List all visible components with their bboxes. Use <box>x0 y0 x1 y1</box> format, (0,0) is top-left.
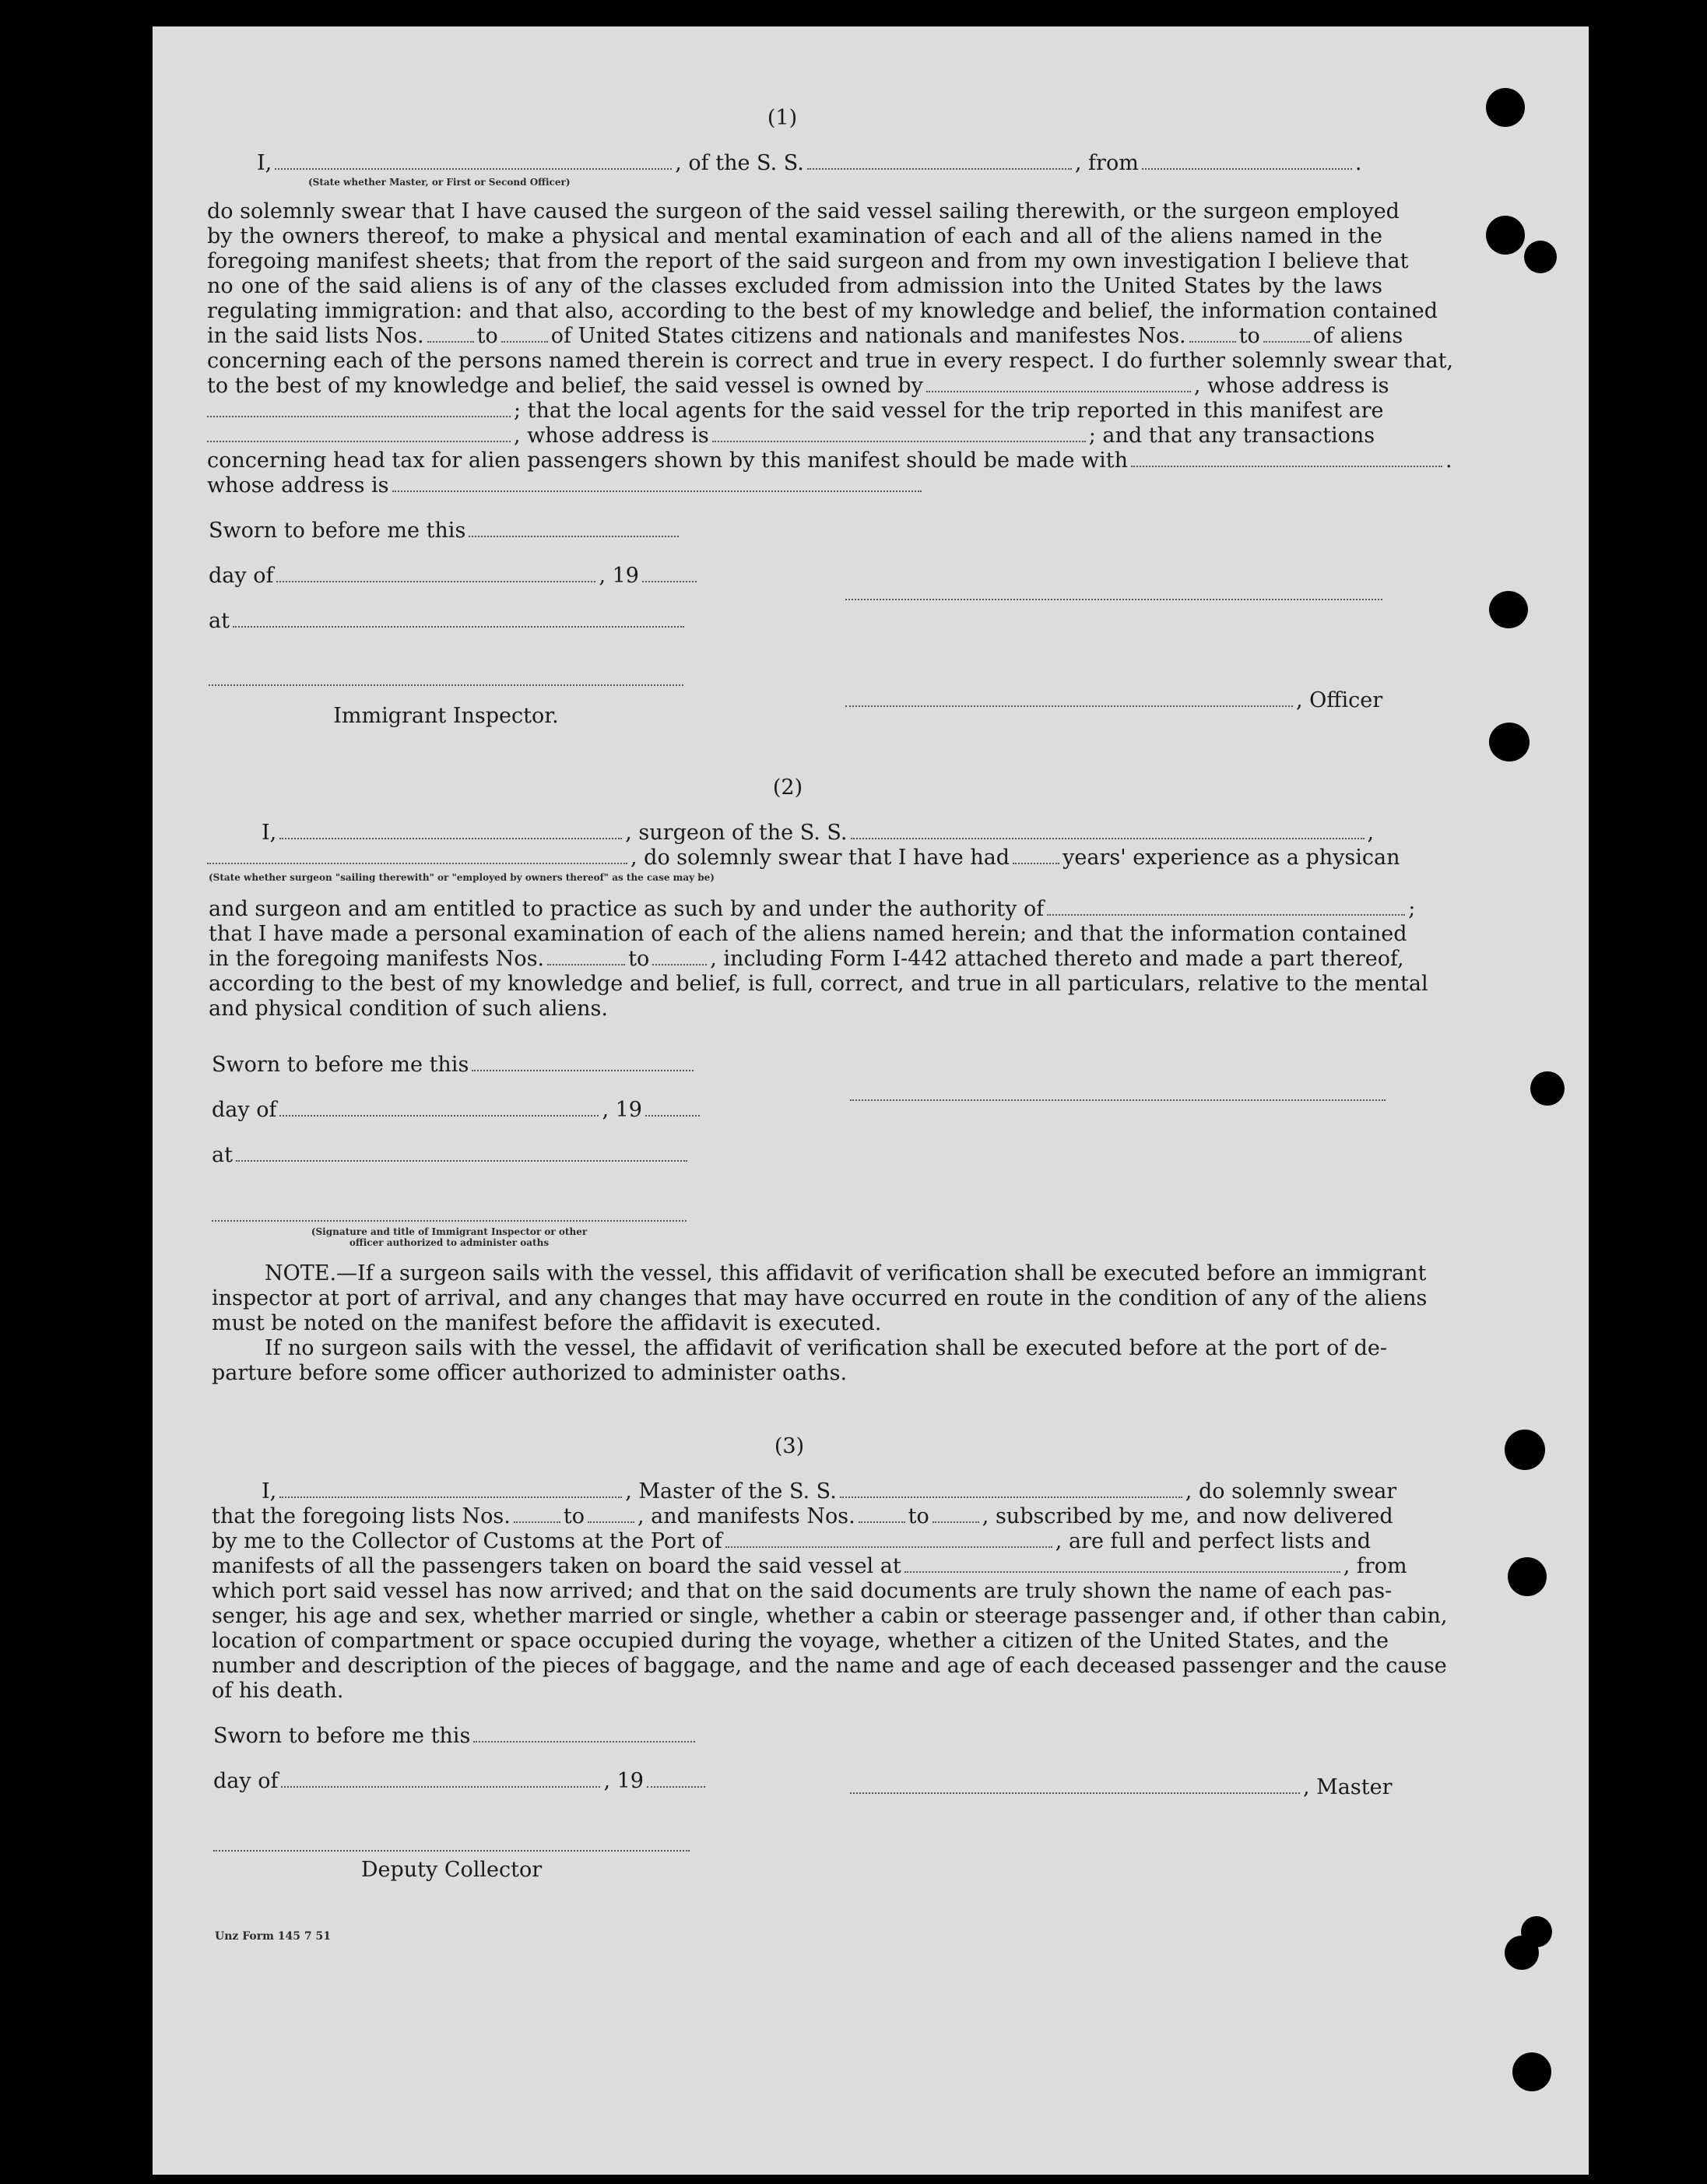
s1-para-line: foregoing manifest sheets; that from the report of the said surgeon and from my own investigation I believe that <box>207 249 1409 273</box>
s1-line-12: whose address is <box>207 473 925 498</box>
s2-line-1: I, , surgeon of the S. S. , <box>262 821 1375 845</box>
s1-officer: , Officer <box>845 688 1382 713</box>
punch-hole <box>1489 591 1528 628</box>
punch-hole <box>1489 723 1530 761</box>
s2-line-5: in the foregoing manifests Nos. to , including Form I-442 attached thereto and made a part thereof, <box>209 947 1404 971</box>
punch-hole <box>1505 1430 1545 1470</box>
punch-hole <box>1512 2052 1551 2091</box>
s3-para-line: number and description of the pieces of baggage, and the name and age of each deceased passenger and the cause <box>212 1654 1447 1678</box>
s2-at: at <box>212 1143 690 1168</box>
s3-para-line: which port said vessel has now arrived; and that on the said documents are truly shown the name of each pas- <box>212 1579 1393 1603</box>
s1-note-officer: (State whether Master, or First or Second Officer) <box>308 177 571 188</box>
s2-line-2: , do solemnly swear that I have had years' experience as a physican <box>207 846 1400 870</box>
s2-line-7: and physical condition of such aliens. <box>209 997 608 1021</box>
s2-note-line: parture before some officer authorized to administer oaths. <box>212 1361 848 1385</box>
punch-hole <box>1486 216 1525 255</box>
s2-line-3: and surgeon and am entitled to practice as such by and under the authority of ; <box>209 897 1416 921</box>
s2-line-4: that I have made a personal examination of each of the aliens named herein; and that the information contained <box>209 922 1407 946</box>
form-page <box>153 26 1589 2175</box>
s3-line-9: of his death. <box>212 1679 344 1703</box>
s2-sworn: Sworn to before me this <box>212 1053 697 1078</box>
s3-line-3: by me to the Collector of Customs at the Port of , are full and perfect lists and <box>212 1529 1371 1553</box>
s1-para-line: regulating immigration: and that also, according to the best of my knowledge and belief, the information contained <box>207 299 1438 323</box>
section-3-number: (3) <box>774 1434 805 1458</box>
s3-master: , Master <box>850 1775 1393 1800</box>
s1-para-line: no one of the said aliens is of any of the classes excluded from admission into the United States by the laws <box>207 274 1382 298</box>
section-2-number: (2) <box>772 775 803 800</box>
s1-para-line: do solemnly swear that I have caused the surgeon of the said vessel sailing therewith, or the surgeon employed <box>207 199 1400 223</box>
s2-line-6: according to the best of my knowledge and belief, is full, correct, and true in all particulars, relative to the mental <box>209 972 1428 996</box>
s3-collector-line <box>213 1850 690 1852</box>
s1-line-7: concerning each of the persons named therein is correct and true in every respect. I do further solemnly swear that, <box>207 349 1454 373</box>
s2-signature-caption-2: officer authorized to administer oaths <box>349 1237 550 1248</box>
s1-line-6: in the said lists Nos. to of United States citizens and nationals and manifestes Nos. to of aliens <box>207 324 1403 348</box>
s3-line-2: that the foregoing lists Nos. to , and manifests Nos. to , subscribed by me, and now delivered <box>212 1504 1393 1528</box>
form-number: Unz Form 145 7 51 <box>215 1930 331 1943</box>
s1-line-11: concerning head tax for alien passengers shown by this manifest should be made with . <box>207 448 1452 473</box>
s3-para-line: senger, his age and sex, whether married or single, whether a cabin or steerage passenger and, if other than cabin, <box>212 1604 1448 1628</box>
punch-hole <box>1524 241 1557 273</box>
s1-para-line: by the owners thereof, to make a physical and mental examination of each and all of the aliens named in the <box>207 224 1382 248</box>
s2-note-line: inspector at port of arrival, and any changes that may have occurred en route in the condition of any of the aliens <box>212 1286 1428 1310</box>
s2-inspector-line <box>212 1220 687 1222</box>
s1-at: at <box>209 609 687 634</box>
s2-day-of: day of , 19 <box>212 1098 703 1123</box>
s3-line-1: I, , Master of the S. S. , do solemnly swear <box>262 1479 1397 1503</box>
s3-sworn: Sworn to before me this <box>213 1724 698 1749</box>
s1-line-9: ; that the local agents for the said vessel for the trip reported in this manifest are <box>207 399 1383 424</box>
punch-hole <box>1505 1936 1539 1970</box>
s1-signature-line <box>845 599 1382 600</box>
s1-immigrant-inspector: Immigrant Inspector. <box>333 704 559 728</box>
s2-signature-line <box>850 1099 1386 1101</box>
s2-note-line: NOTE.—If a surgeon sails with the vessel, this affidavit of verification shall be executed before an immigrant <box>265 1261 1427 1285</box>
s2-note-surgeon: (State whether surgeon "sailing therewith" or "employed by owners thereof" as the case may be) <box>209 872 715 883</box>
s1-line-10: , whose address is ; and that any transactions <box>207 424 1375 448</box>
s1-day-of: day of , 19 <box>209 564 700 589</box>
punch-hole <box>1508 1557 1547 1596</box>
s3-line-4: manifests of all the passengers taken on board the said vessel at , from <box>212 1554 1407 1578</box>
s1-inspector-line <box>209 684 683 686</box>
punch-hole <box>1486 88 1525 127</box>
s3-deputy-collector: Deputy Collector <box>360 1858 543 1882</box>
punch-hole <box>1530 1071 1565 1106</box>
s2-note-line: must be noted on the manifest before the affidavit is executed. <box>212 1311 882 1335</box>
s3-day-of: day of , 19 <box>213 1769 708 1794</box>
s1-line-1: I, , of the S. S. , from . <box>257 151 1362 175</box>
s3-para-line: location of compartment or space occupied during the voyage, whether a citizen of the United States, and the <box>212 1629 1389 1653</box>
section-1-number: (1) <box>767 106 798 130</box>
s2-note-line: If no surgeon sails with the vessel, the affidavit of verification shall be executed before at the port of de- <box>265 1336 1387 1360</box>
s1-sworn: Sworn to before me this <box>209 519 682 543</box>
s2-signature-caption-1: (Signature and title of Immigrant Inspector or other <box>311 1226 588 1237</box>
s1-line-8: to the best of my knowledge and belief, the said vessel is owned by , whose address is <box>207 374 1389 398</box>
